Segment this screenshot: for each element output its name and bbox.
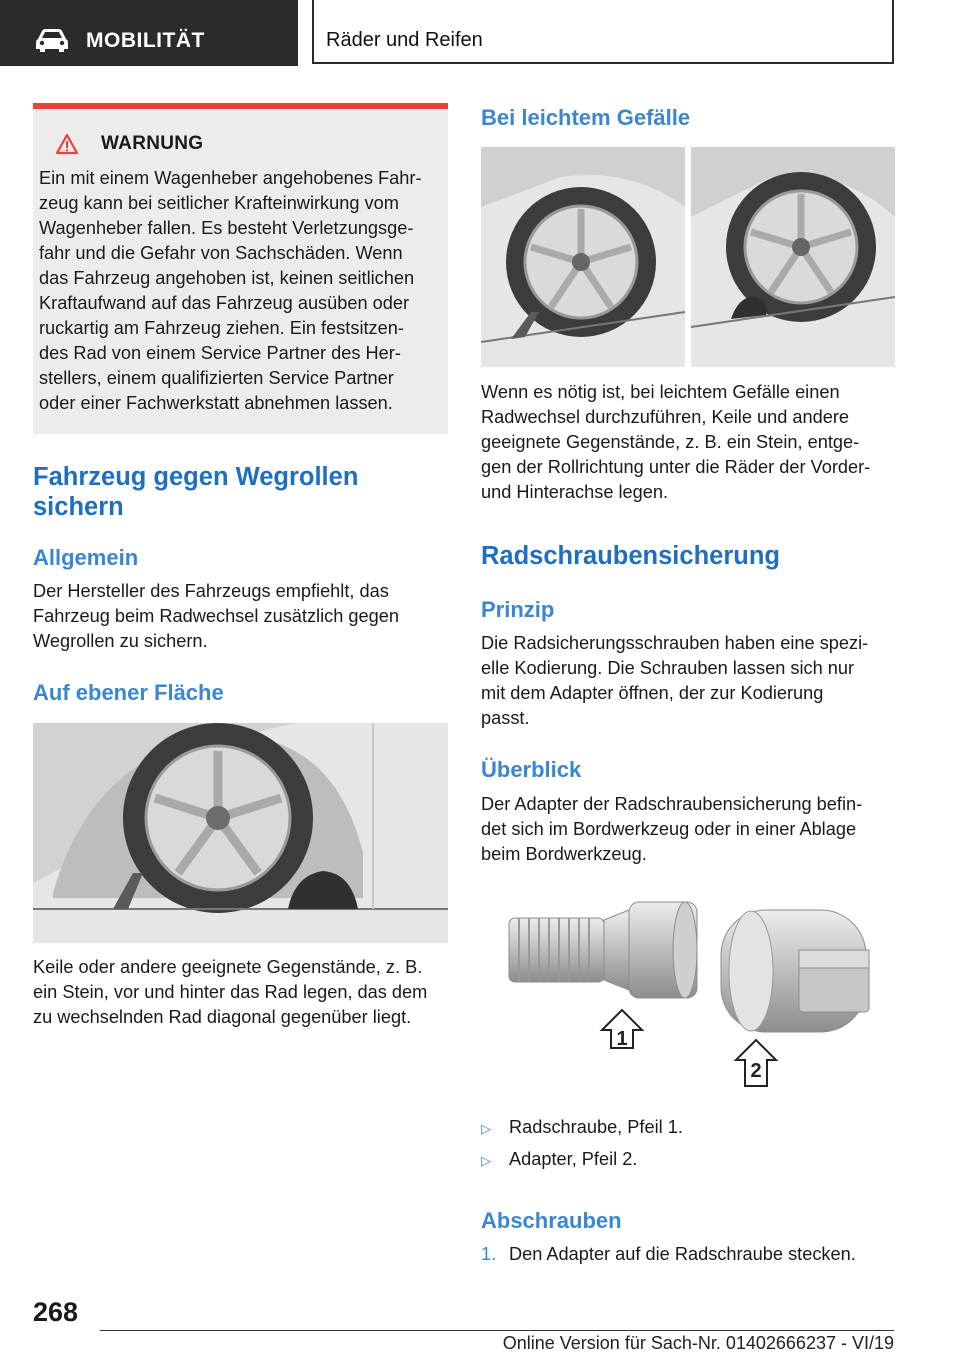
arrow-2-label: 2 <box>750 1060 762 1082</box>
heading-abschrauben: Abschrauben <box>481 1208 622 1233</box>
heading-ueberblick: Überblick <box>481 757 582 782</box>
page-number: 268 <box>33 1297 79 1327</box>
warning-line: oder einer Fachwerkstatt abnehmen lassen. <box>39 393 393 413</box>
warning-line: fahr und die Gefahr von Sachschäden. Wenn <box>39 243 403 263</box>
text-line: Der Adapter der Radschraubensicherung befin‐ <box>481 794 863 814</box>
warning-text <box>39 166 443 416</box>
warning-box <box>33 103 448 434</box>
warning-line: stellers, einem qualifizierten Service Partner <box>39 368 394 388</box>
heading-prinzip: Prinzip <box>481 597 555 622</box>
section-header <box>0 0 298 66</box>
list-item-text: Adapter, Pfeil 2. <box>509 1149 638 1169</box>
text-line: Fahrzeug beim Radwechsel zusätzlich gegen <box>33 606 399 626</box>
wheel-chock-slope-illustration <box>481 147 895 367</box>
text-line: det sich im Bordwerkzeug oder in einer Ablage <box>481 819 857 839</box>
warning-line: zeug kann bei seitlicher Krafteinwirkung vom <box>39 193 399 213</box>
warning-line: Wagenheber fallen. Es besteht Verletzungsge‐ <box>39 218 414 238</box>
text-line: und Hinterachse legen. <box>481 482 669 502</box>
warning-title: WARNUNG <box>101 133 204 154</box>
car-icon <box>34 27 70 53</box>
heading-allgemein: Allgemein <box>33 545 139 570</box>
text-line: Keile oder andere geeignete Gegenstände, z. B. <box>33 957 423 977</box>
text-line: passt. <box>481 708 530 728</box>
wheel-bolt-adapter-illustration <box>481 880 895 1095</box>
heading-radschraubensicherung: Radschraubensicherung <box>481 542 780 570</box>
text-line: geeignete Gegenstände, z. B. ein Stein, entge‐ <box>481 432 860 452</box>
bullet-triangle-icon: ▷ <box>481 1121 491 1136</box>
text-line: Die Radsicherungsschrauben haben eine spezi‐ <box>481 633 869 653</box>
wheel-chock-flat-illustration <box>33 723 448 943</box>
paragraph-allgemein <box>33 579 448 654</box>
text-line: mit dem Adapter öffnen, der zur Kodierung <box>481 683 824 703</box>
warning-line: ruckartig am Fahrzeug ziehen. Ein festsitzen‐ <box>39 318 404 338</box>
step-text: Den Adapter auf die Radschraube stecken. <box>509 1244 856 1264</box>
figure-flat-ground <box>33 723 448 943</box>
text-line: Der Hersteller des Fahrzeugs empfiehlt, das <box>33 581 389 601</box>
list-item-text: Radschraube, Pfeil 1. <box>509 1117 683 1137</box>
text-line: zu wechselnden Rad diagonal gegenüber liegt. <box>33 1007 412 1027</box>
warning-line: Kraftaufwand auf das Fahrzeug ausüben oder <box>39 293 410 313</box>
step-item <box>481 1242 856 1267</box>
paragraph-ebene-flaeche <box>33 955 448 1030</box>
warning-heading <box>55 133 203 155</box>
step-number: 1. <box>481 1244 497 1264</box>
footer-divider <box>100 1330 894 1331</box>
text-line: Wegrollen zu sichern. <box>33 631 208 651</box>
text-line: Radwechsel durchzuführen, Keile und andere <box>481 407 850 427</box>
figure-slope <box>481 147 895 367</box>
arrow-1-label: 1 <box>616 1028 628 1050</box>
warning-line: das Fahrzeug angehoben ist, keinen seitlichen <box>39 268 415 288</box>
figure-wheel-bolt-adapter <box>481 880 895 1095</box>
heading-ebene-flaeche: Auf ebener Fläche <box>33 680 224 705</box>
list-item <box>481 1115 683 1141</box>
text-line: beim Bordwerkzeug. <box>481 844 647 864</box>
heading-line: Fahrzeug gegen Wegrollen <box>33 463 359 491</box>
chapter-header <box>312 0 894 64</box>
footer-text: Online Version für Sach-Nr. 01402666237 - VI/19 <box>502 1333 894 1353</box>
warning-line: Ein mit einem Wagenheber angehobenes Fahr‐ <box>39 168 422 188</box>
text-line: ein Stein, vor und hinter das Rad legen, das dem <box>33 982 428 1002</box>
text-line: gen der Rollrichtung unter die Räder der Vorder‐ <box>481 457 871 477</box>
bullet-triangle-icon: ▷ <box>481 1153 491 1168</box>
warning-line: des Rad von einem Service Partner des Her‐ <box>39 343 401 363</box>
text-line: Wenn es nötig ist, bei leichtem Gefälle einen <box>481 382 840 402</box>
heading-line: sichern <box>33 493 124 521</box>
paragraph-prinzip <box>481 631 895 731</box>
paragraph-ueberblick <box>481 792 895 867</box>
paragraph-gefaelle <box>481 380 895 505</box>
section-title: MOBILITÄT <box>86 29 205 52</box>
chapter-title: Räder und Reifen <box>326 29 483 51</box>
warning-triangle-icon <box>55 133 79 155</box>
heading-leichtes-gefaelle: Bei leichtem Gefälle <box>481 105 691 130</box>
text-line: elle Kodierung. Die Schrauben lassen sich nur <box>481 658 855 678</box>
list-item <box>481 1147 637 1173</box>
heading-fahrzeug-sichern <box>33 462 358 522</box>
